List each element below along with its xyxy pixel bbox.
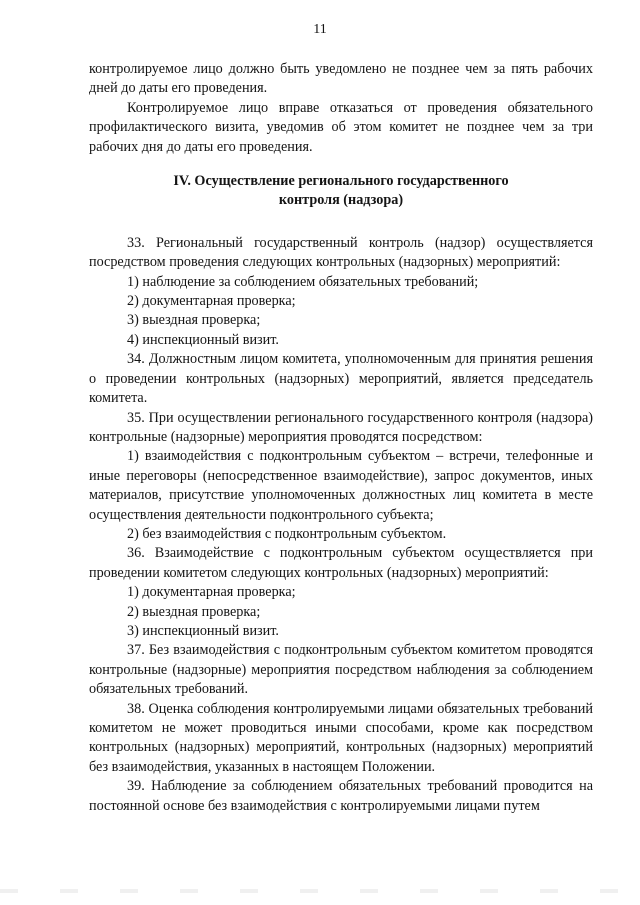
scan-edge-artifact bbox=[0, 889, 640, 893]
page-number: 11 bbox=[313, 22, 327, 37]
section-heading-line1: IV. Осуществление регионального государственного bbox=[173, 173, 509, 190]
paragraph-38: 38. Оценка соблюдения контролируемыми лицами обязательных требований комитетом не может проводиться иными способами, кроме как посредством контрольных (надзорных) мероприятий, контрольных (надзорных) мероприятий без взаимодействия, указанных в настоящем Положении. bbox=[89, 700, 593, 775]
paragraph-39: 39. Наблюдение за соблюдением обязательных требований проводится на постоянной основе без взаимодействия с контролируемыми лицами путем bbox=[89, 778, 593, 814]
document-body bbox=[89, 60, 593, 816]
paragraph-34: 34. Должностным лицом комитета, уполномоченным для принятия решения о проведении контрольных (надзорных) мероприятий, является председатель комитета. bbox=[89, 351, 593, 407]
list-item: 2) без взаимодействия с подконтрольным субъектом. bbox=[127, 525, 447, 542]
list-item: 1) взаимодействия с подконтрольным субъектом – встречи, телефонные и иные переговоры (непосредственное взаимодействие), запрос документов, иных материалов, присутствие уполномоченных должностных лиц комитета в месте осуществления деятельности подконтрольного субъекта; bbox=[89, 448, 593, 523]
paragraph-33: 33. Региональный государственный контроль (надзор) осуществляется посредством проведения следующих контрольных (надзорных) мероприятий: bbox=[89, 234, 593, 271]
list-item: 1) наблюдение за соблюдением обязательных требований; bbox=[127, 273, 479, 290]
list-item: 2) выездная проверка; bbox=[127, 603, 261, 620]
list-item: 3) выездная проверка; bbox=[127, 312, 261, 329]
paragraph-refusal: Контролируемое лицо вправе отказаться от проведения обязательного профилактического визита, уведомив об этом комитет не позднее чем за три рабочих дня до даты его проведения. bbox=[89, 99, 593, 155]
section-heading-line2: контроля (надзора) bbox=[278, 192, 404, 209]
paragraph-35: 35. При осуществлении регионального государственного контроля (надзора) контрольные (надзорные) мероприятия проводятся посредством: bbox=[89, 409, 593, 445]
section-heading bbox=[89, 172, 593, 211]
list-item: 1) документарная проверка; bbox=[127, 584, 296, 601]
list-item: 3) инспекционный визит. bbox=[127, 622, 279, 639]
list-item: 4) инспекционный визит. bbox=[127, 331, 279, 348]
paragraph-36: 36. Взаимодействие с подконтрольным субъектом осуществляется при проведении комитетом следующих контрольных (надзорных) мероприятий: bbox=[89, 545, 593, 581]
list-item: 2) документарная проверка; bbox=[127, 293, 296, 310]
paragraph-37: 37. Без взаимодействия с подконтрольным субъектом комитетом проводятся контрольные (надзорные) мероприятия посредством наблюдения за соблюдением обязательных требований. bbox=[89, 642, 593, 698]
paragraph-continued: контролируемое лицо должно быть уведомлено не позднее чем за пять рабочих дней до даты его проведения. bbox=[89, 61, 593, 97]
